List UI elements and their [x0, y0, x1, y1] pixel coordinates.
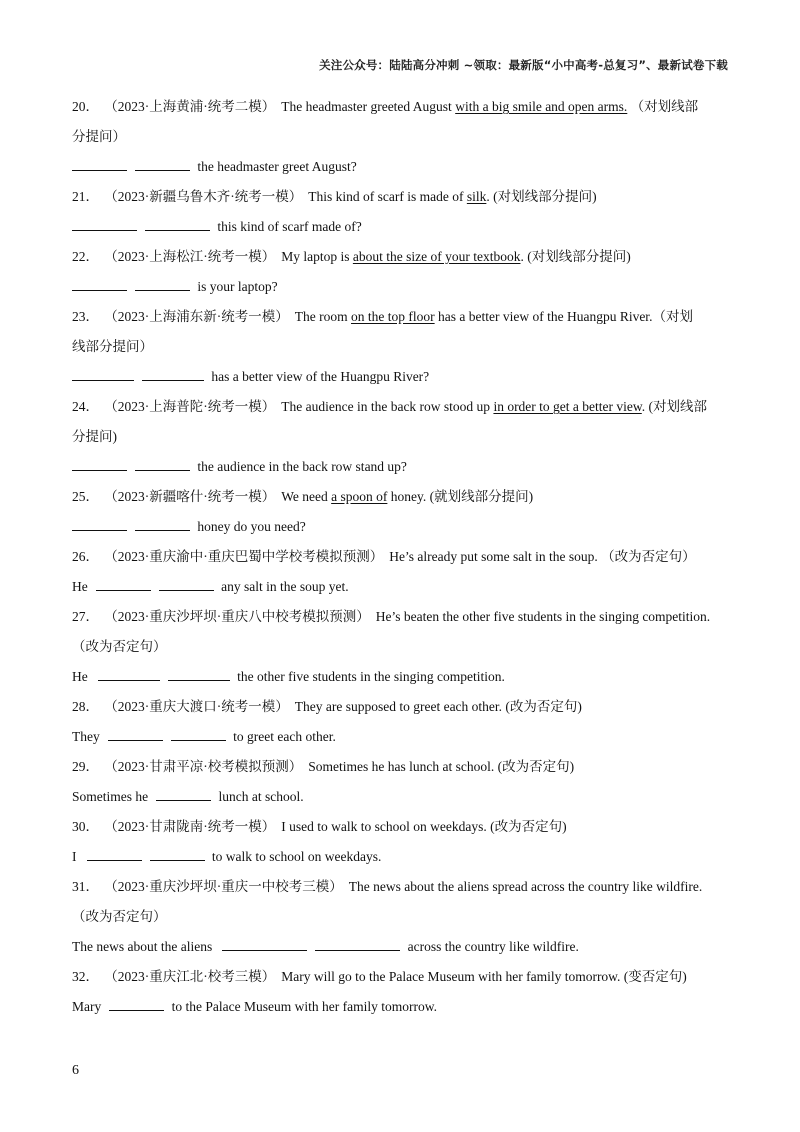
question-number: 27．: [72, 609, 99, 624]
question-32: [72, 966, 732, 996]
question-source: （2023·甘肃平凉·校考模拟预测）: [111, 759, 303, 774]
answer-text: is your laptop?: [197, 279, 278, 294]
question-source: （2023·新疆喀什·统考一模）: [111, 489, 276, 504]
question-number: 29．: [72, 759, 99, 774]
answer-text: to the Palace Museum with her family tomorrow.: [171, 999, 437, 1014]
question-text-tail: . (对划线部: [641, 399, 708, 414]
answer-text: lunch at school.: [218, 789, 304, 804]
question-text-tail: （对划线部: [627, 99, 699, 114]
question-source: （2023·上海松江·统考一模）: [111, 249, 276, 264]
answer-blank[interactable]: [72, 216, 137, 231]
answer-blank[interactable]: [72, 156, 127, 171]
question-29: [72, 756, 732, 786]
question-source: （2023·上海浦东新·统考一模）: [111, 309, 289, 324]
question-source: （2023·重庆江北·校考三模）: [111, 969, 276, 984]
answer-lead: Mary: [72, 999, 102, 1014]
answer-text: this kind of scarf made of?: [217, 219, 362, 234]
exercise-list: [72, 96, 732, 1026]
question-number: 32．: [72, 969, 99, 984]
question-number: 28．: [72, 699, 99, 714]
question-text: He’s beaten the other five students in the singing competition.: [375, 609, 711, 624]
question-source: （2023·上海普陀·统考一模）: [111, 399, 276, 414]
answer-blank[interactable]: [108, 726, 163, 741]
question-number: 22．: [72, 249, 99, 264]
question-number: 25．: [72, 489, 99, 504]
question-text: Mary will go to the Palace Museum with her family tomorrow. (变否定句): [281, 969, 687, 984]
answer-blank[interactable]: [72, 276, 127, 291]
answer-blank[interactable]: [72, 456, 127, 471]
answer-text: the audience in the back row stand up?: [197, 459, 407, 474]
answer-line-31: [72, 936, 732, 966]
answer-blank[interactable]: [156, 786, 211, 801]
answer-blank[interactable]: [72, 366, 134, 381]
answer-blank[interactable]: [150, 846, 205, 861]
answer-blank[interactable]: [145, 216, 210, 231]
question-text: We need: [281, 489, 332, 504]
answer-line-28: [72, 726, 732, 756]
question-number: 24．: [72, 399, 99, 414]
question-28: [72, 696, 732, 726]
question-number: 20．: [72, 99, 99, 114]
answer-lead: He: [72, 669, 88, 684]
question-text: The news about the aliens spread across the country like wildfire.: [348, 879, 703, 894]
question-text: My laptop is: [281, 249, 353, 264]
question-30: [72, 816, 732, 846]
question-number: 26．: [72, 549, 99, 564]
question-24: [72, 396, 732, 426]
question-text: Sometimes he has lunch at school. (改为否定句): [308, 759, 575, 774]
underlined-part: in order to get a better view: [493, 399, 642, 414]
answer-blank[interactable]: [72, 516, 127, 531]
answer-lead: I: [72, 849, 77, 864]
question-number: 30．: [72, 819, 99, 834]
page-number: 6: [72, 1063, 79, 1078]
question-text: I used to walk to school on weekdays. (改为否定句): [281, 819, 567, 834]
question-continuation: （改为否定句）: [72, 909, 167, 924]
question-text-tail: . (对划线部分提问): [520, 249, 631, 264]
answer-blank[interactable]: [171, 726, 226, 741]
question-source: （2023·上海黄浦·统考二模）: [111, 99, 276, 114]
answer-blank[interactable]: [168, 666, 230, 681]
answer-line-32: [72, 996, 732, 1026]
answer-lead: He: [72, 579, 88, 594]
answer-blank[interactable]: [222, 936, 307, 951]
answer-line-27: [72, 666, 732, 696]
underlined-part: on the top floor: [351, 309, 435, 324]
question-text: The headmaster greeted August: [281, 99, 456, 114]
underlined-part: with a big smile and open arms.: [455, 99, 628, 114]
answer-line-29: [72, 786, 732, 816]
answer-blank[interactable]: [135, 516, 190, 531]
question-continuation: 分提问): [72, 429, 117, 444]
underlined-part: about the size of your textbook: [352, 249, 521, 264]
answer-line-22: [72, 276, 732, 306]
answer-blank[interactable]: [109, 996, 164, 1011]
question-26: [72, 546, 732, 576]
answer-blank[interactable]: [135, 276, 190, 291]
page-header: 关注公众号：陆陆高分冲刺 ~领取：最新版“小中高考-总复习”、最新试卷下载: [319, 58, 728, 72]
answer-blank[interactable]: [135, 456, 190, 471]
question-source: （2023·重庆渝中·重庆巴蜀中学校考模拟预测）: [111, 549, 384, 564]
answer-blank[interactable]: [315, 936, 400, 951]
question-20: [72, 96, 732, 126]
answer-line-24: [72, 456, 732, 486]
question-text: This kind of scarf is made of: [308, 189, 467, 204]
answer-lead: The news about the aliens: [72, 939, 213, 954]
answer-blank[interactable]: [98, 666, 160, 681]
answer-lead: They: [72, 729, 100, 744]
question-27: [72, 606, 732, 636]
question-31: [72, 876, 732, 906]
answer-text: across the country like wildfire.: [407, 939, 579, 954]
answer-blank[interactable]: [142, 366, 204, 381]
answer-text: to walk to school on weekdays.: [211, 849, 382, 864]
answer-blank[interactable]: [135, 156, 190, 171]
answer-text: has a better view of the Huangpu River?: [211, 369, 430, 384]
question-23: [72, 306, 732, 336]
answer-blank[interactable]: [96, 576, 151, 591]
question-continuation: 分提问）: [72, 129, 126, 144]
question-text: The room: [294, 309, 351, 324]
question-number: 23．: [72, 309, 99, 324]
question-text: He’s already put some salt in the soup. （改为否定句）: [389, 549, 696, 564]
question-text-tail: honey. (就划线部分提问): [387, 489, 534, 504]
answer-line-26: [72, 576, 732, 606]
question-number: 31．: [72, 879, 99, 894]
answer-lead: Sometimes he: [72, 789, 149, 804]
answer-text: the headmaster greet August?: [197, 159, 357, 174]
question-number: 21．: [72, 189, 99, 204]
answer-line-25: [72, 516, 732, 546]
question-25: [72, 486, 732, 516]
question-source: （2023·重庆大渡口·统考一模）: [111, 699, 289, 714]
underlined-part: a spoon of: [331, 489, 388, 504]
answer-text: to greet each other.: [233, 729, 336, 744]
question-text-tail: has a better view of the Huangpu River.（对划: [434, 309, 693, 324]
question-21: [72, 186, 732, 216]
question-source: （2023·重庆沙坪坝·重庆一中校考三模）: [111, 879, 343, 894]
question-continuation: （改为否定句）: [72, 639, 167, 654]
question-source: （2023·甘肃陇南·统考一模）: [111, 819, 276, 834]
question-text: They are supposed to greet each other. (改为否定句): [294, 699, 582, 714]
answer-blank[interactable]: [159, 576, 214, 591]
answer-blank[interactable]: [87, 846, 142, 861]
question-source: （2023·新疆乌鲁木齐·统考一模）: [111, 189, 303, 204]
question-source: （2023·重庆沙坪坝·重庆八中校考模拟预测）: [111, 609, 370, 624]
answer-line-21: [72, 216, 732, 246]
answer-line-30: [72, 846, 732, 876]
answer-text: the other five students in the singing competition.: [237, 669, 505, 684]
question-text-tail: . (对划线部分提问): [486, 189, 597, 204]
answer-text: honey do you need?: [197, 519, 306, 534]
question-22: [72, 246, 732, 276]
question-continuation: 线部分提问）: [72, 339, 153, 354]
underlined-part: silk: [466, 189, 487, 204]
answer-text: any salt in the soup yet.: [221, 579, 349, 594]
answer-line-20: [72, 156, 732, 186]
question-text: The audience in the back row stood up: [281, 399, 494, 414]
answer-line-23: [72, 366, 732, 396]
